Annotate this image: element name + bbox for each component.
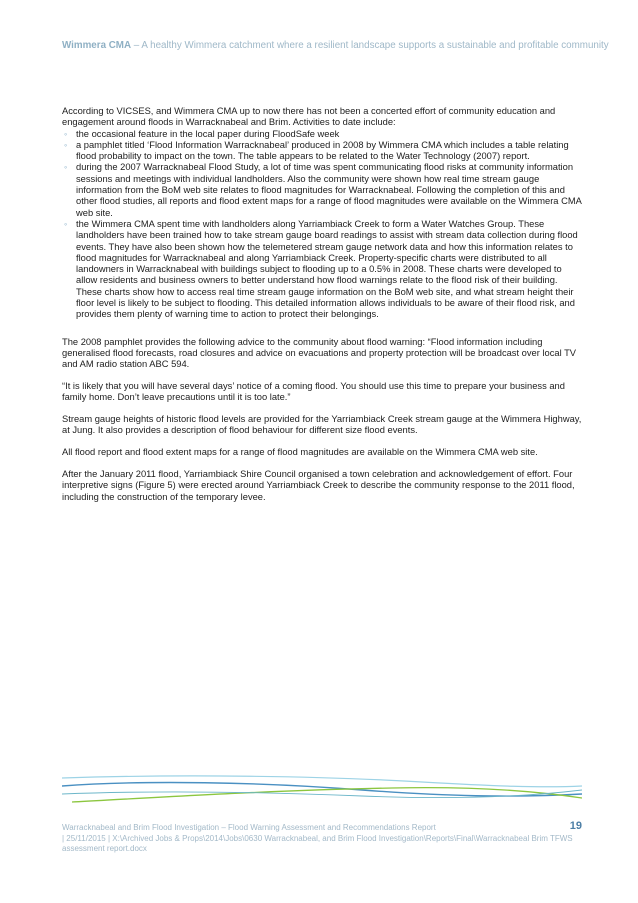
page-footer (62, 820, 582, 855)
wave-teal-line (62, 790, 582, 798)
page-number: 19 (569, 820, 582, 832)
section-spacer (62, 321, 582, 337)
list-item: ◦ during the 2007 Warracknabeal Flood Study, a lot of time was spent communicating flood risks at community information sessions and meetings with individual landholders. Also the community were shown how real time stream gauge information from the BoM web site relates to flood magnitudes for Warracknabeal. Following the completion of this and other flood studies, all reports and flood extent maps for a range of flood magnitudes were available on the Wimmera CMA web site. (62, 162, 582, 218)
footer-wave-decoration (62, 772, 582, 812)
activities-list (62, 129, 582, 321)
document-body (62, 106, 582, 513)
list-item: ◦ the Wimmera CMA spent time with landholders along Yarriambiack Creek to form a Water Watches Group. These landholders have been trained how to take stream gauge board readings to assist with stream data collection during flood events. They have also been shown how the telemetered stream gauge network data and how this information relates to flood magnitudes for Warracknabeal and along Yarriambiack Creek. Property-specific charts were distributed to all landowners in Warracknabeal with buildings subject to flooding up to a 0.5% in 2008. These charts were developed to allow residents and business owners to better understand how flood warnings relate to the flood risk of their building. These charts show how to access real time stream gauge information on the BoM web site, and what stream height their floor level is likely to be subject to flooding. This detailed information allows individuals to be aware of their flood risk, and provides them plenty of warning time to action to protect their belongings. (62, 219, 582, 321)
footer-file-path: | 25/11/2015 | X:\Archived Jobs & Props\2014\Jobs\0630 Warracknabeal, and Brim Flood Investigation\Reports\Final\Warracknabeal Brim TFWS assessment report.docx (62, 833, 573, 853)
body-paragraph: All flood report and flood extent maps for a range of flood magnitudes are available on the Wimmera CMA web site. (62, 447, 538, 458)
list-item: ◦ the occasional feature in the local paper during FloodSafe week (62, 129, 582, 140)
footer-report-title: Warracknabeal and Brim Flood Investigation – Flood Warning Assessment and Recommendations Report (62, 823, 436, 832)
body-paragraph: After the January 2011 flood, Yarriambiack Shire Council organised a town celebration and acknowledgement of effort. Four interpretive signs (Figure 5) were erected around Yarriambiack Creek to describe the community response to the 2011 flood, including the construction of the temporary levee. (62, 469, 575, 502)
body-paragraph: “It is likely that you will have several days’ notice of a coming flood. You should use this time to prepare your business and family home. Don’t leave precautions until it is too late.” (62, 381, 565, 403)
intro-paragraph: According to VICSES, and Wimmera CMA up to now there has not been a concerted effort of community education and engagement around floods in Warracknabeal and Brim. Activities to date include: (62, 106, 556, 128)
page-header (62, 40, 609, 51)
header-brand: Wimmera CMA (62, 40, 132, 51)
wave-light-line (62, 776, 582, 787)
list-item: ◦ a pamphlet titled ‘Flood Information Warracknabeal’ produced in 2008 by Wimmera CMA which includes a table relating flood probability to impact on the town. The table appears to be related to the Water Technology (2007) report. (62, 140, 582, 163)
body-paragraph: The 2008 pamphlet provides the following advice to the community about flood warning: “Flood information including generalised flood forecasts, road closures and advice on evacuations and property protection will be broadcast over local TV and AM radio station ABC 594. (62, 336, 577, 370)
header-tagline: – A healthy Wimmera catchment where a resilient landscape supports a sustainable and profitable community (131, 40, 609, 51)
body-paragraph: Stream gauge heights of historic flood levels are provided for the Yarriambiack Creek stream gauge at the Wimmera Highway, at Jung. It also provides a description of flood behaviour for different size flood events. (62, 414, 582, 436)
